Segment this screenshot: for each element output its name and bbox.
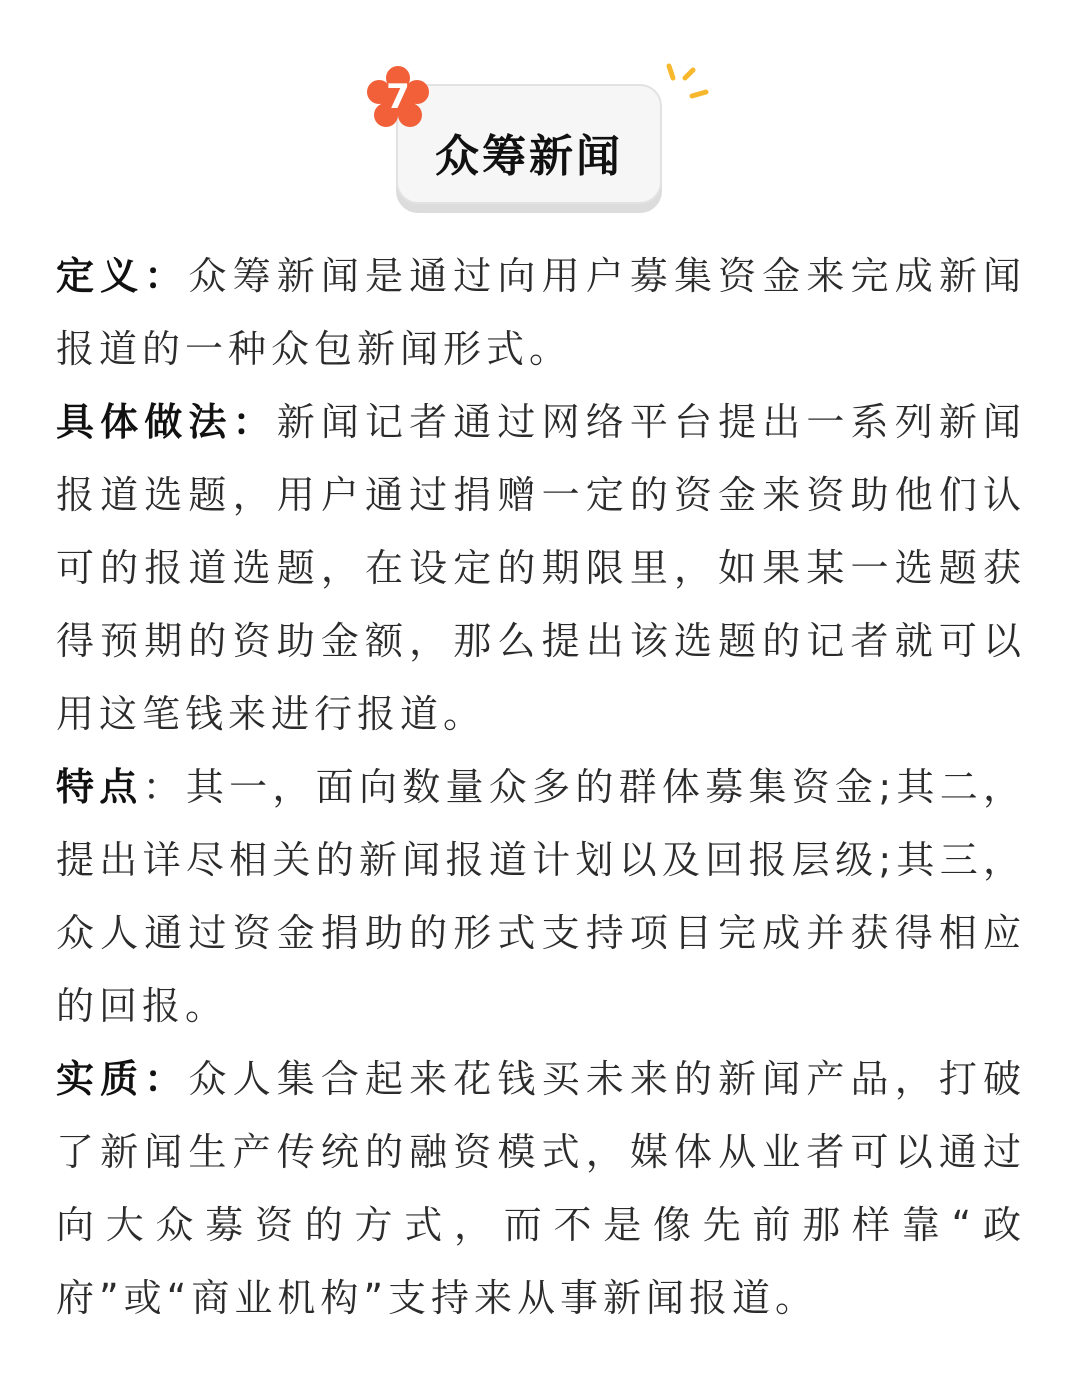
section-features — [56, 751, 1026, 1043]
number-badge — [366, 66, 430, 130]
section-label: 实质： — [56, 1057, 189, 1101]
section-text: 众人集合起来花钱买未来的新闻产品，打破了新闻生产传统的融资模式，媒体从业者可以通过向大众募资的方式，而不是像先前那样靠“政府”或“商业机构”支持来从事新闻报道。 — [56, 1057, 1026, 1320]
section-essence — [56, 1043, 1026, 1335]
section-label: 定义： — [56, 254, 189, 298]
section-definition — [56, 240, 1026, 386]
article-body — [56, 240, 1026, 1335]
sparkle-icon — [660, 58, 716, 114]
section-label: 具体做法： — [56, 400, 277, 444]
title-card — [396, 84, 662, 204]
header — [0, 0, 1080, 240]
section-text: 众筹新闻是通过向用户募集资金来完成新闻报道的一种众包新闻形式。 — [56, 254, 1026, 371]
page-title: 众筹新闻 — [435, 131, 623, 182]
section-text: ：其一，面向数量众多的群体募集资金;其二，提出详尽相关的新闻报道计划以及回报层级;其三，众人通过资金捐助的形式支持项目完成并获得相应的回报。 — [56, 765, 1026, 1028]
badge-number: 7 — [386, 77, 410, 117]
section-text: 新闻记者通过网络平台提出一系列新闻报道选题，用户通过捐赠一定的资金来资助他们认可的报道选题，在设定的期限里，如果某一选题获得预期的资助金额，那么提出该选题的记者就可以用这笔钱来进行报道。 — [56, 400, 1026, 736]
section-label: 特点 — [56, 765, 143, 809]
section-method — [56, 386, 1026, 751]
